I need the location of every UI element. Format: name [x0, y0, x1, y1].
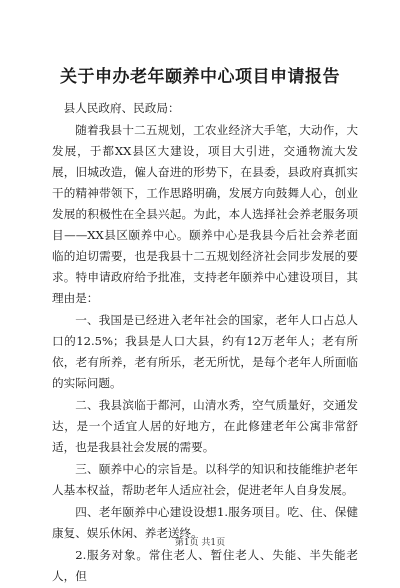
paragraph-reason-2: 二、我县滨临于都河，山清水秀，空气质量好，交通发达，是一个适宜人居的好地方，在此修建老年公寓非常舒适，也是我县社会发展的需要。 [52, 398, 358, 454]
paragraph-reason-4: 四、老年颐养中心建设设想1.服务项目。吃、住、保健康复、娱乐休闲、养老送终。 [52, 505, 358, 540]
paragraph-reason-1: 一、我国是已经进入老年社会的国家，老年人口占总人口的12.5%；我县是人口大县，约有12万老年人；老有所依，老有所养，老有所乐，老无所忧，是每个老年人所面临的实际问题。 [52, 313, 358, 390]
document-title: 关于申办老年颐养中心项目申请报告 [60, 67, 340, 87]
paragraph-service-targets: 2.服务对象。常住老人、暂住老人、失能、半失能老人，但 [52, 548, 358, 583]
document-body [52, 98, 358, 588]
paragraph-reason-3: 三、颐养中心的宗旨是。以科学的知识和技能维护老年人基本权益，帮助老年人适应社会，促进老年人自身发展。 [52, 462, 358, 497]
paragraph-intro: 随着我县十二五规划，工农业经济大手笔，大动作，大发展，于都XX县区大建设，项目大引进，交通物流大发展，旧城改造，僱人奋进的形势下，在县委，县政府真抓实干的精神带领下，工作思路明确，发展方向鼓舞人心，创业发展的积极性在全县兴起。为此，本人选择社会养老服务项目——XX县区颐养中心。颐养中心是我县今后社会养老面临的迫切需要，也是我县十二五规划经济社会同步发展的要求。特申请政府给予批准，支持老年颐养中心建设项目，其理由是： [52, 123, 358, 305]
page-number-footer: 第1页 共1页 [174, 538, 226, 548]
salutation: 县人民政府、民政局： [63, 101, 180, 115]
